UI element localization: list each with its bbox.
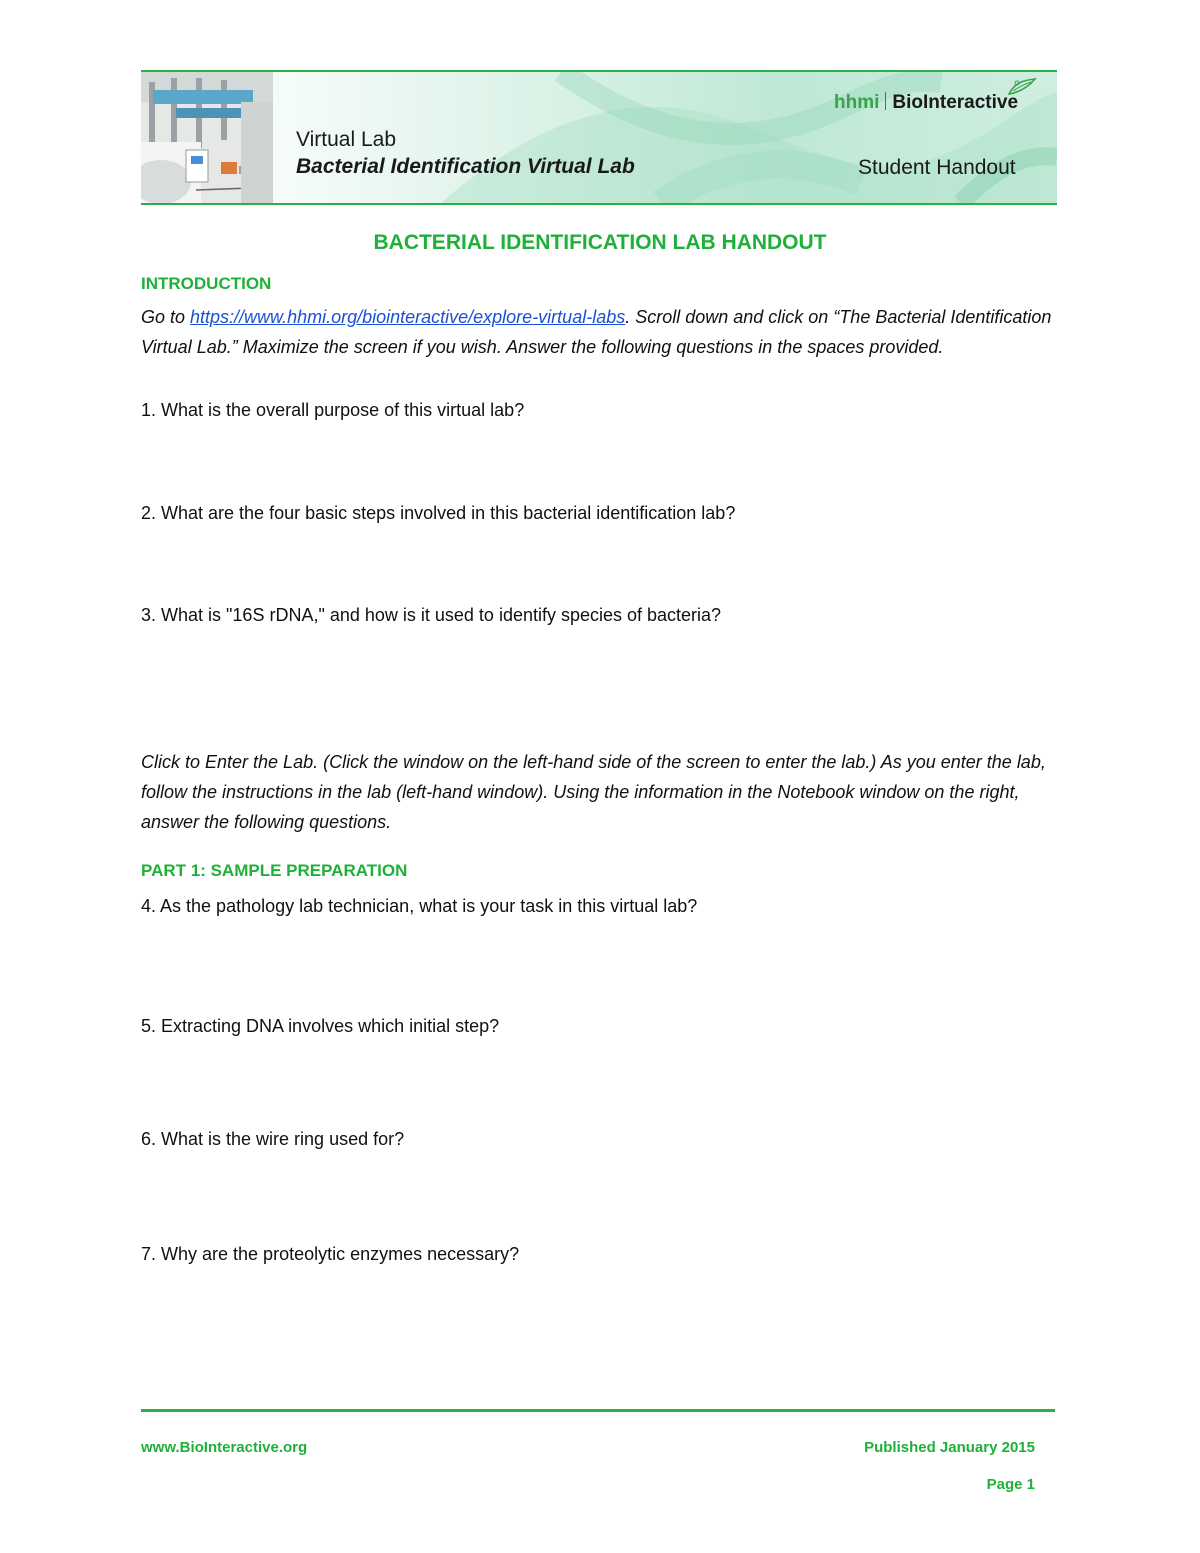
leaf-logo-icon bbox=[1007, 76, 1037, 98]
footer-divider bbox=[141, 1409, 1055, 1412]
question-7 bbox=[141, 1242, 1061, 1266]
section-heading-part1: PART 1: SAMPLE PREPARATION bbox=[141, 861, 408, 880]
question-number: 4. bbox=[141, 896, 157, 916]
footer-published-date: Published January 2015 bbox=[864, 1439, 1035, 1456]
banner-virtual-lab-label: Virtual Lab bbox=[296, 128, 397, 151]
logo-biointeractive-text: BioInteractive bbox=[892, 92, 1019, 113]
header-banner bbox=[141, 70, 1057, 205]
intro-paragraph bbox=[141, 302, 1061, 362]
question-number: 2. bbox=[141, 503, 157, 523]
question-number: 5. bbox=[141, 1016, 157, 1036]
question-text: Extracting DNA involves which initial step? bbox=[156, 1016, 500, 1036]
question-1 bbox=[141, 398, 1061, 422]
lab-equipment-image bbox=[141, 72, 273, 203]
question-number: 6. bbox=[141, 1129, 157, 1149]
question-text: As the pathology lab technician, what is your task in this virtual lab? bbox=[156, 896, 698, 916]
intro-go-to: Go to bbox=[141, 307, 191, 327]
enter-lab-instructions: Click to Enter the Lab. (Click the window on the left-hand side of the screen to enter the lab.) As you enter the lab, follow the instructions in the lab (left-hand window). Using the information in the Notebook window on the right, answer the following questions. bbox=[141, 752, 1046, 832]
question-text: What are the four basic steps involved in this bacterial identification lab? bbox=[156, 503, 736, 523]
logo-separator bbox=[885, 92, 886, 110]
virtual-labs-link[interactable]: https://www.hhmi.org/biointeractive/explore-virtual-labs bbox=[190, 307, 626, 327]
banner-student-handout: Student Handout bbox=[858, 156, 1016, 179]
question-2 bbox=[141, 501, 1061, 525]
question-number: 7. bbox=[141, 1244, 157, 1264]
question-3 bbox=[141, 603, 1061, 627]
question-text: What is the wire ring used for? bbox=[156, 1129, 405, 1149]
footer-website: www.BioInteractive.org bbox=[141, 1439, 308, 1456]
question-number: 3. bbox=[141, 605, 157, 625]
question-text: What is the overall purpose of this virtual lab? bbox=[156, 400, 525, 420]
question-6 bbox=[141, 1127, 1061, 1151]
intro-rest: . Scroll down and click on “The Bacterial Identification Virtual Lab.” Maximize the screen if you wish. Answer the following questions in the spaces provided. bbox=[141, 307, 1052, 357]
question-5 bbox=[141, 1014, 1061, 1038]
question-number: 1. bbox=[141, 400, 157, 420]
question-4 bbox=[141, 894, 1061, 918]
hhmi-biointeractive-logo bbox=[834, 92, 1018, 114]
document-title: BACTERIAL IDENTIFICATION LAB HANDOUT bbox=[373, 231, 827, 254]
footer-page-number: Page 1 bbox=[986, 1476, 1035, 1493]
question-text: What is "16S rDNA," and how is it used to identify species of bacteria? bbox=[156, 605, 722, 625]
question-text: Why are the proteolytic enzymes necessary? bbox=[156, 1244, 520, 1264]
banner-lab-title: Bacterial Identification Virtual Lab bbox=[296, 155, 635, 178]
logo-hhmi-text: hhmi bbox=[834, 92, 880, 113]
section-heading-introduction: INTRODUCTION bbox=[141, 274, 272, 293]
